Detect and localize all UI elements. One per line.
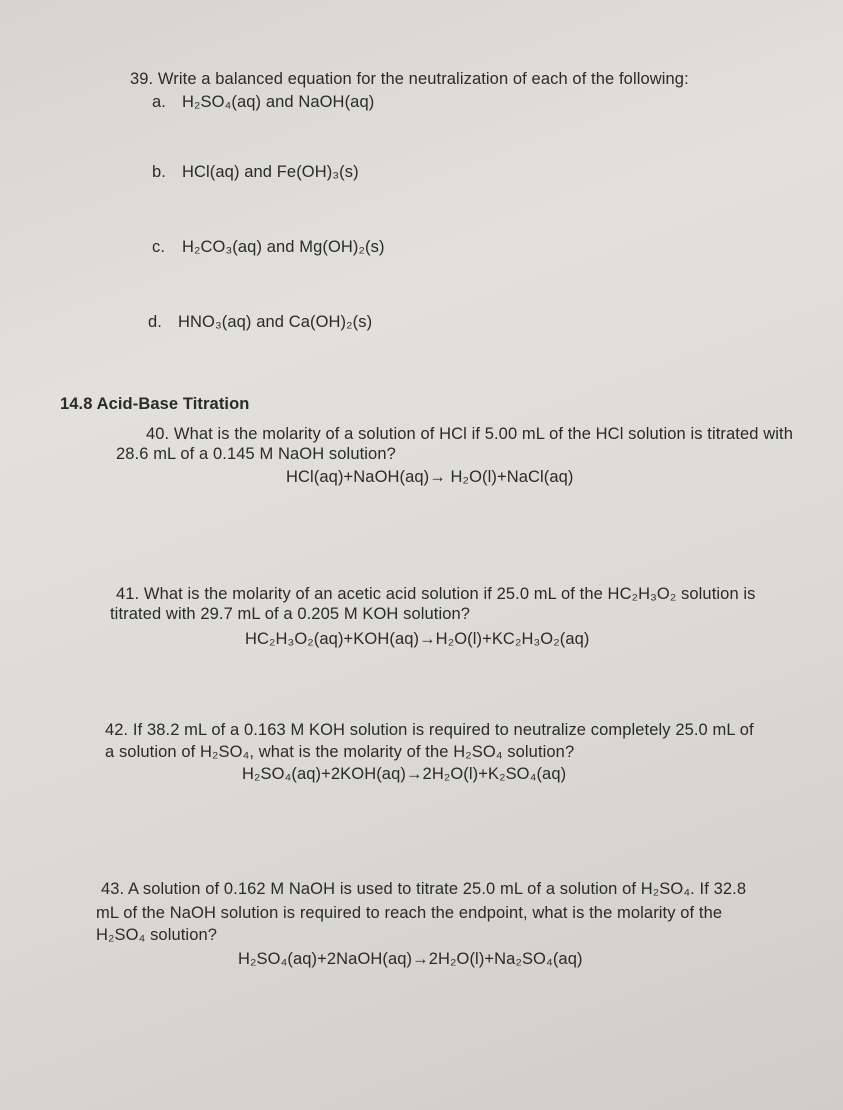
q39-part-a: [152, 93, 374, 112]
q41-equation: HC₂H₃O₂(aq)+KOH(aq)→H₂O(l)+KC₂H₃O₂(aq): [245, 630, 590, 648]
q39-part-c: [152, 238, 385, 257]
q40-equation: HCl(aq)+NaOH(aq)→ H₂O(l)+NaCl(aq): [286, 468, 574, 486]
q42-line1: 42. If 38.2 mL of a 0.163 M KOH solution is required to neutralize completely 25.0 mL of: [105, 721, 754, 739]
q42-equation: H₂SO₄(aq)+2KOH(aq)→2H₂O(l)+K₂SO₄(aq): [242, 765, 567, 783]
q39-b-text: HCl(aq) and Fe(OH)₃(s): [182, 163, 359, 181]
q39-d-label: d.: [148, 313, 162, 331]
q43-equation: H₂SO₄(aq)+2NaOH(aq)→2H₂O(l)+Na₂SO₄(aq): [238, 950, 583, 968]
q39-d-text: HNO₃(aq) and Ca(OH)₂(s): [178, 313, 373, 331]
q39-part-b: [152, 163, 359, 182]
section-title: 14.8 Acid-Base Titration: [60, 395, 250, 413]
q43-line1: 43. A solution of 0.162 M NaOH is used to titrate 25.0 mL of a solution of H₂SO₄. If 32.8: [101, 880, 747, 898]
q39-c-text: H₂CO₃(aq) and Mg(OH)₂(s): [182, 238, 385, 256]
q40-line1: 40. What is the molarity of a solution of HCl if 5.00 mL of the HCl solution is titrated with: [146, 425, 793, 443]
q39-prompt: 39. Write a balanced equation for the neutralization of each of the following:: [130, 70, 689, 88]
q39-part-d: [148, 313, 372, 332]
q39-b-label: b.: [152, 163, 166, 181]
q41-line2: titrated with 29.7 mL of a 0.205 M KOH solution?: [110, 605, 471, 623]
q41-line1: 41. What is the molarity of an acetic acid solution if 25.0 mL of the HC₂H₃O₂ solution is: [116, 585, 756, 603]
q42-line2: a solution of H₂SO₄, what is the molarity of the H₂SO₄ solution?: [105, 743, 575, 761]
q39-a-label: a.: [152, 93, 166, 111]
q43-line2: mL of the NaOH solution is required to reach the endpoint, what is the molarity of the: [96, 904, 723, 922]
q39-c-label: c.: [152, 238, 166, 256]
q43-line3: H₂SO₄ solution?: [96, 926, 218, 944]
q39-a-text: H₂SO₄(aq) and NaOH(aq): [182, 93, 375, 111]
q40-line2: 28.6 mL of a 0.145 M NaOH solution?: [116, 445, 396, 463]
